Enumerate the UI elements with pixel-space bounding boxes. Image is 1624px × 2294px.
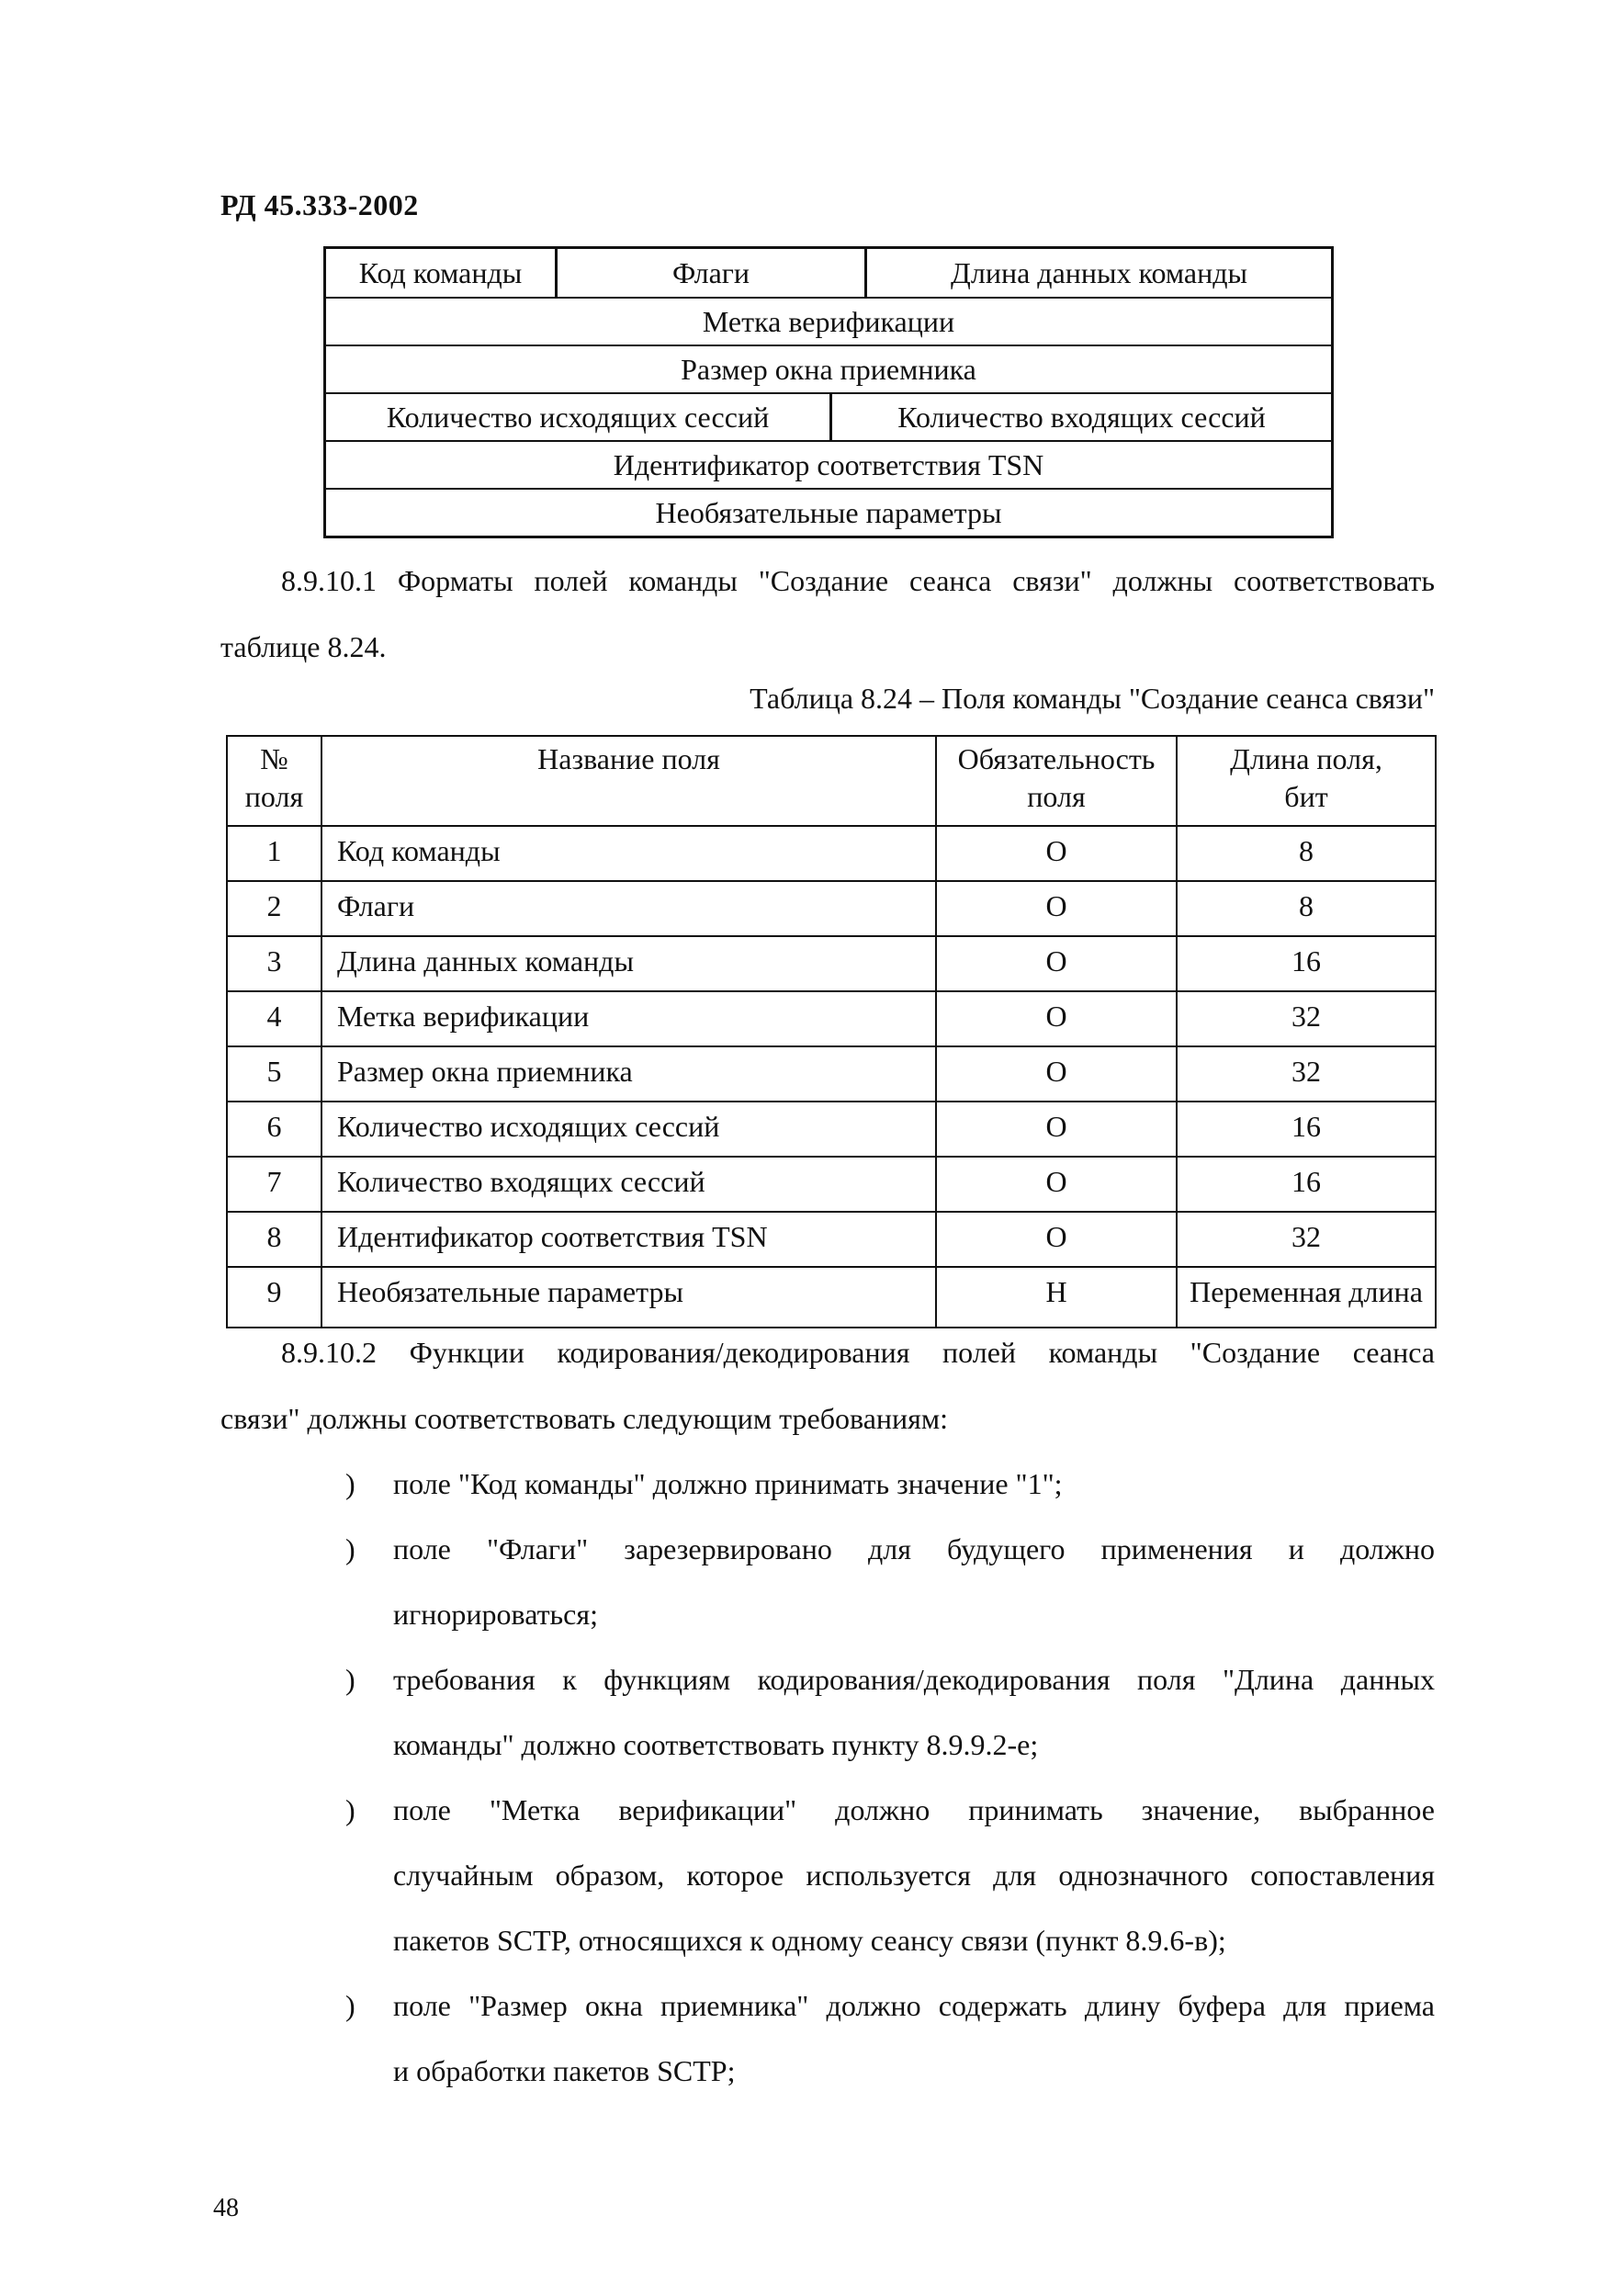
table-row bbox=[227, 826, 1436, 881]
paragraph-line: 8.9.10.2 Функции кодирования/декодирования полей команды "Создание сеанса bbox=[281, 1336, 1435, 1369]
cell-name: Длина данных команды bbox=[321, 936, 936, 991]
diagram-row bbox=[326, 440, 1331, 488]
cell-mandatory: О bbox=[936, 936, 1177, 991]
cell-number: 7 bbox=[227, 1157, 321, 1212]
cell-mandatory: О bbox=[936, 1102, 1177, 1157]
paragraph-8-9-10-1 bbox=[220, 548, 1435, 680]
paragraph-line: связи" должны соответствовать следующим требованиям: bbox=[220, 1402, 948, 1435]
list-marker: ) bbox=[345, 1663, 355, 1696]
table-row bbox=[227, 881, 1436, 936]
cell-number: 5 bbox=[227, 1046, 321, 1102]
cell-length: 8 bbox=[1177, 881, 1436, 936]
header-mandatory bbox=[936, 736, 1177, 826]
cell-number: 9 bbox=[227, 1267, 321, 1328]
list-item-line: поле "Метка верификации" должно принимать значение, выбранное bbox=[393, 1793, 1435, 1826]
fields-table bbox=[226, 735, 1437, 1328]
cell-length: 32 bbox=[1177, 1046, 1436, 1102]
diagram-cell-data-length: Длина данных команды bbox=[864, 249, 1331, 297]
requirements-list bbox=[220, 1452, 1435, 2104]
list-item bbox=[220, 1647, 1435, 1778]
cell-length: 32 bbox=[1177, 991, 1436, 1046]
diagram-cell-command-code: Код команды bbox=[358, 255, 523, 289]
cell-length: 16 bbox=[1177, 936, 1436, 991]
list-item bbox=[220, 1517, 1435, 1647]
header-line: № bbox=[260, 742, 288, 775]
table-row bbox=[227, 1212, 1436, 1267]
list-item-line: игнорироваться; bbox=[393, 1598, 598, 1631]
list-item-line: и обработки пакетов SCTP; bbox=[393, 2054, 736, 2087]
cell-number: 4 bbox=[227, 991, 321, 1046]
list-item-line: поле "Размер окна приемника" должно содержать длину буфера для приема bbox=[393, 1989, 1435, 2022]
table-header-row bbox=[227, 736, 1436, 826]
page-number: 48 bbox=[213, 2194, 239, 2222]
diagram-row bbox=[326, 392, 1331, 440]
diagram-row bbox=[326, 488, 1331, 536]
cell-name: Идентификатор соответствия TSN bbox=[321, 1212, 936, 1267]
header-line: поля bbox=[1027, 780, 1086, 813]
diagram-cell-optional-params: Необязательные параметры bbox=[655, 495, 1002, 529]
diagram-cell-outgoing-sessions: Количество исходящих сессий bbox=[386, 400, 770, 434]
header-field-name bbox=[321, 736, 936, 826]
table-row bbox=[227, 936, 1436, 991]
paragraph-line: 8.9.10.1 Форматы полей команды "Создание сеанса связи" должны соответствовать bbox=[281, 564, 1435, 597]
list-item-line: пакетов SCTP, относящихся к одному сеансу связи (пункт 8.9.6-в); bbox=[393, 1924, 1226, 1957]
cell-mandatory: О bbox=[936, 991, 1177, 1046]
cell-name: Количество входящих сессий bbox=[321, 1157, 936, 1212]
header-line: бит bbox=[1284, 780, 1328, 813]
table-row bbox=[227, 1046, 1436, 1102]
cell-length: 16 bbox=[1177, 1157, 1436, 1212]
cell-mandatory: О bbox=[936, 826, 1177, 881]
list-item-line: требования к функциям кодирования/декодирования поля "Длина данных bbox=[393, 1663, 1435, 1696]
cell-length: 16 bbox=[1177, 1102, 1436, 1157]
list-marker: ) bbox=[345, 1989, 355, 2022]
cell-number: 3 bbox=[227, 936, 321, 991]
diagram-row bbox=[326, 249, 1331, 297]
list-item-line: случайным образом, которое используется для однозначного сопоставления bbox=[393, 1859, 1435, 1892]
header-line: Название поля bbox=[537, 742, 720, 775]
cell-number: 2 bbox=[227, 881, 321, 936]
cell-mandatory: О bbox=[936, 1212, 1177, 1267]
cell-length: 8 bbox=[1177, 826, 1436, 881]
cell-length: 32 bbox=[1177, 1212, 1436, 1267]
table-row bbox=[227, 991, 1436, 1046]
paragraph-8-9-10-2 bbox=[220, 1319, 1435, 1452]
list-item-line: команды" должно соответствовать пункту 8.9.9.2-е; bbox=[393, 1728, 1039, 1761]
diagram-cell-verification-tag: Метка верификации bbox=[702, 304, 955, 338]
list-marker: ) bbox=[345, 1793, 355, 1826]
cell-mandatory: О bbox=[936, 881, 1177, 936]
cell-number: 1 bbox=[227, 826, 321, 881]
cell-name: Количество исходящих сессий bbox=[321, 1102, 936, 1157]
cell-name: Флаги bbox=[321, 881, 936, 936]
diagram-cell-flags: Флаги bbox=[555, 249, 864, 297]
diagram-row bbox=[326, 297, 1331, 345]
list-item bbox=[220, 1778, 1435, 1973]
list-item-line: поле "Флаги" зарезервировано для будущего применения и должно bbox=[393, 1532, 1435, 1565]
list-item-line: поле "Код команды" должно принимать значение "1"; bbox=[393, 1467, 1063, 1500]
list-marker: ) bbox=[345, 1467, 355, 1500]
cell-number: 8 bbox=[227, 1212, 321, 1267]
header-field-number bbox=[227, 736, 321, 826]
table-row bbox=[227, 1157, 1436, 1212]
document-code: РД 45.333-2002 bbox=[220, 188, 419, 221]
table-caption: Таблица 8.24 – Поля команды "Создание сеанса связи" bbox=[750, 682, 1435, 715]
list-item bbox=[220, 1452, 1435, 1517]
diagram-cell-tsn-identifier: Идентификатор соответствия TSN bbox=[613, 447, 1044, 481]
cell-name: Код команды bbox=[321, 826, 936, 881]
paragraph-line: таблице 8.24. bbox=[220, 630, 387, 663]
cell-name: Размер окна приемника bbox=[321, 1046, 936, 1102]
table-row bbox=[227, 1102, 1436, 1157]
header-length bbox=[1177, 736, 1436, 826]
header-line: Длина поля, bbox=[1230, 742, 1382, 775]
header-line: поля bbox=[244, 780, 304, 813]
cell-length: Переменная длина bbox=[1177, 1267, 1436, 1328]
diagram-row bbox=[326, 345, 1331, 392]
cell-mandatory: О bbox=[936, 1157, 1177, 1212]
cell-number: 6 bbox=[227, 1102, 321, 1157]
command-structure-diagram bbox=[323, 246, 1334, 538]
header-line: Обязательность bbox=[957, 742, 1156, 775]
cell-name: Необязательные параметры bbox=[321, 1267, 936, 1328]
list-item bbox=[220, 1973, 1435, 2104]
cell-mandatory: Н bbox=[936, 1267, 1177, 1328]
diagram-cell-incoming-sessions: Количество входящих сессий bbox=[829, 394, 1331, 440]
cell-mandatory: О bbox=[936, 1046, 1177, 1102]
cell-name: Метка верификации bbox=[321, 991, 936, 1046]
list-marker: ) bbox=[345, 1532, 355, 1565]
diagram-cell-window-size: Размер окна приемника bbox=[681, 352, 976, 386]
